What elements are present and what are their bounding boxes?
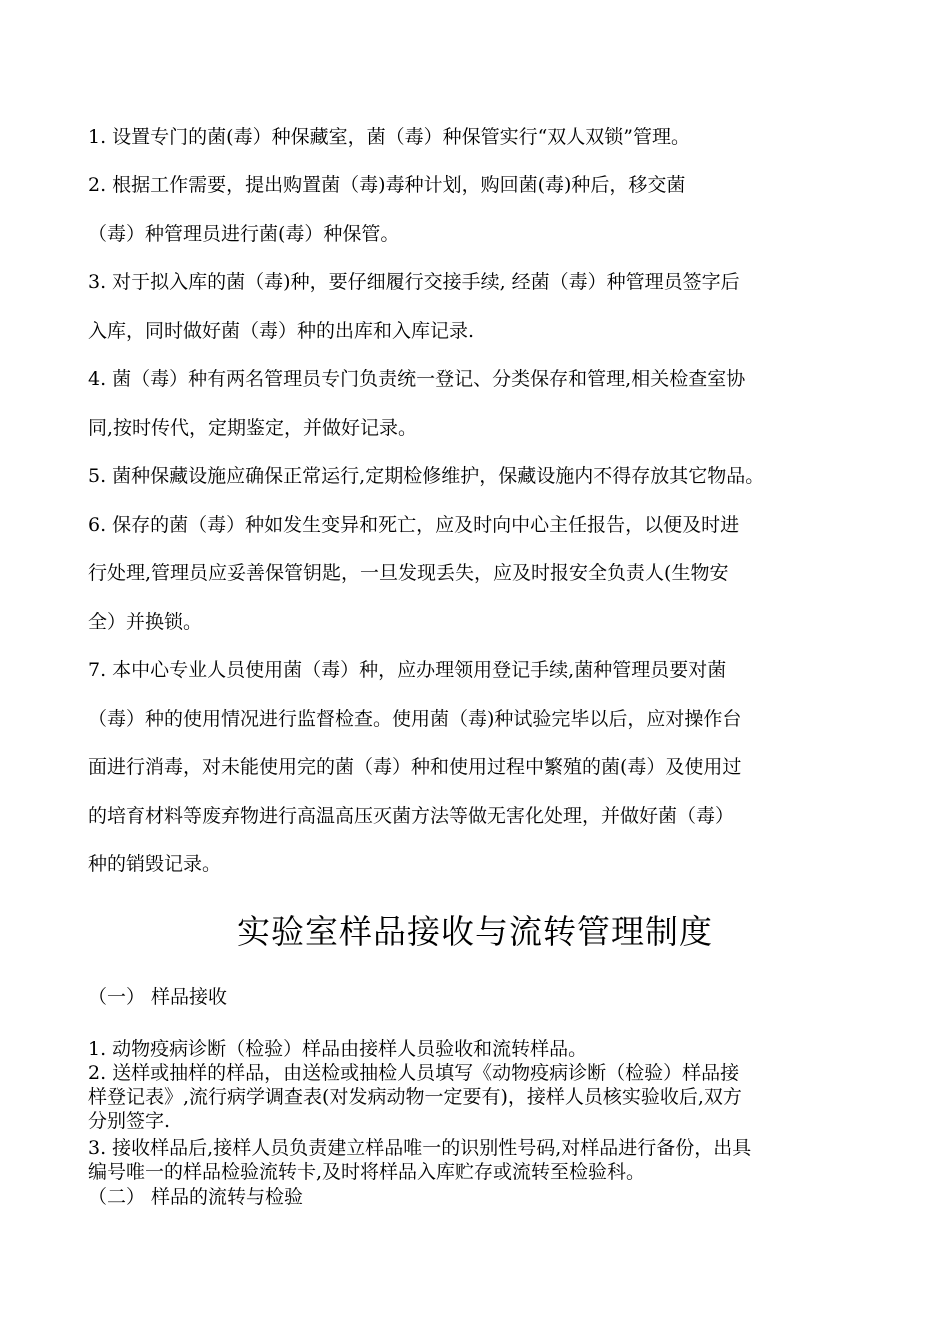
rule-5-line: 5. 菌种保藏设施应确保正常运行,定期检修维护，保藏设施内不得存放其它物品。	[88, 465, 765, 487]
rule-7-line-1: 7. 本中心专业人员使用菌（毒）种，应办理领用登记手续,菌种管理员要对菌	[88, 659, 727, 681]
rule-4-line-1: 4. 菌（毒）种有两名管理员专门负责统一登记、分类保存和管理,相关检查室协	[88, 368, 746, 390]
rule-3-line-2: 入库，同时做好菌（毒）种的出库和入库记录.	[88, 320, 475, 342]
rule-7-line-2: （毒）种的使用情况进行监督检查。使用菌（毒)种试验完毕以后，应对操作台	[88, 708, 742, 730]
rule-3-line-1: 3. 对于拟入库的菌（毒)种，要仔细履行交接手续, 经菌（毒）种管理员签字后	[88, 271, 740, 293]
subheading-sample-receipt: （一） 样品接收	[88, 986, 228, 1008]
rule-1-line: 1. 设置专门的菌(毒）种保藏室，菌（毒）种保管实行“双人双锁”管理。	[88, 126, 691, 148]
receipt-item-1: 1. 动物疫病诊断（检验）样品由接样人员验收和流转样品。	[88, 1038, 588, 1060]
section-title: 实验室样品接收与流转管理制度	[237, 912, 713, 951]
rule-6-line-2: 行处理,管理员应妥善保管钥匙，一旦发现丢失，应及时报安全负责人(生物安	[88, 562, 729, 584]
rule-4-line-2: 同,按时传代，定期鉴定，并做好记录。	[88, 417, 418, 439]
rule-7-line-5: 种的销毁记录。	[88, 853, 222, 875]
rule-7-line-4: 的培育材料等废弃物进行高温高压灭菌方法等做无害化处理，并做好菌（毒）	[88, 805, 735, 827]
receipt-item-3-line-2: 编号唯一的样品检验流转卡,及时将样品入库贮存或流转至检验科。	[88, 1161, 646, 1183]
receipt-item-2-line-2: 样登记表》,流行病学调查表(对发病动物一定要有)，接样人员核实验收后,双方	[88, 1086, 742, 1108]
receipt-item-2-line-1: 2. 送样或抽样的样品，由送检或抽检人员填写《动物疫病诊断（检验）样品接	[88, 1062, 740, 1084]
rule-2-line-1: 2. 根据工作需要，提出购置菌（毒)毒种计划，购回菌(毒)种后，移交菌	[88, 174, 686, 196]
receipt-item-3-line-1: 3. 接收样品后,接样人员负责建立样品唯一的识别性号码,对样品进行备份，出具	[88, 1137, 752, 1159]
receipt-item-2-line-3: 分别签字.	[88, 1110, 171, 1132]
rule-7-line-3: 面进行消毒，对未能使用完的菌（毒）种和使用过程中繁殖的菌(毒）及使用过	[88, 756, 742, 778]
subheading-sample-flow: （二） 样品的流转与检验	[88, 1186, 304, 1208]
rule-2-line-2: （毒）种管理员进行菌(毒）种保管。	[88, 223, 400, 245]
rule-6-line-1: 6. 保存的菌（毒）种如发生变异和死亡，应及时向中心主任报告，以便及时进	[88, 514, 740, 536]
rule-6-line-3: 全）并换锁。	[88, 611, 203, 633]
